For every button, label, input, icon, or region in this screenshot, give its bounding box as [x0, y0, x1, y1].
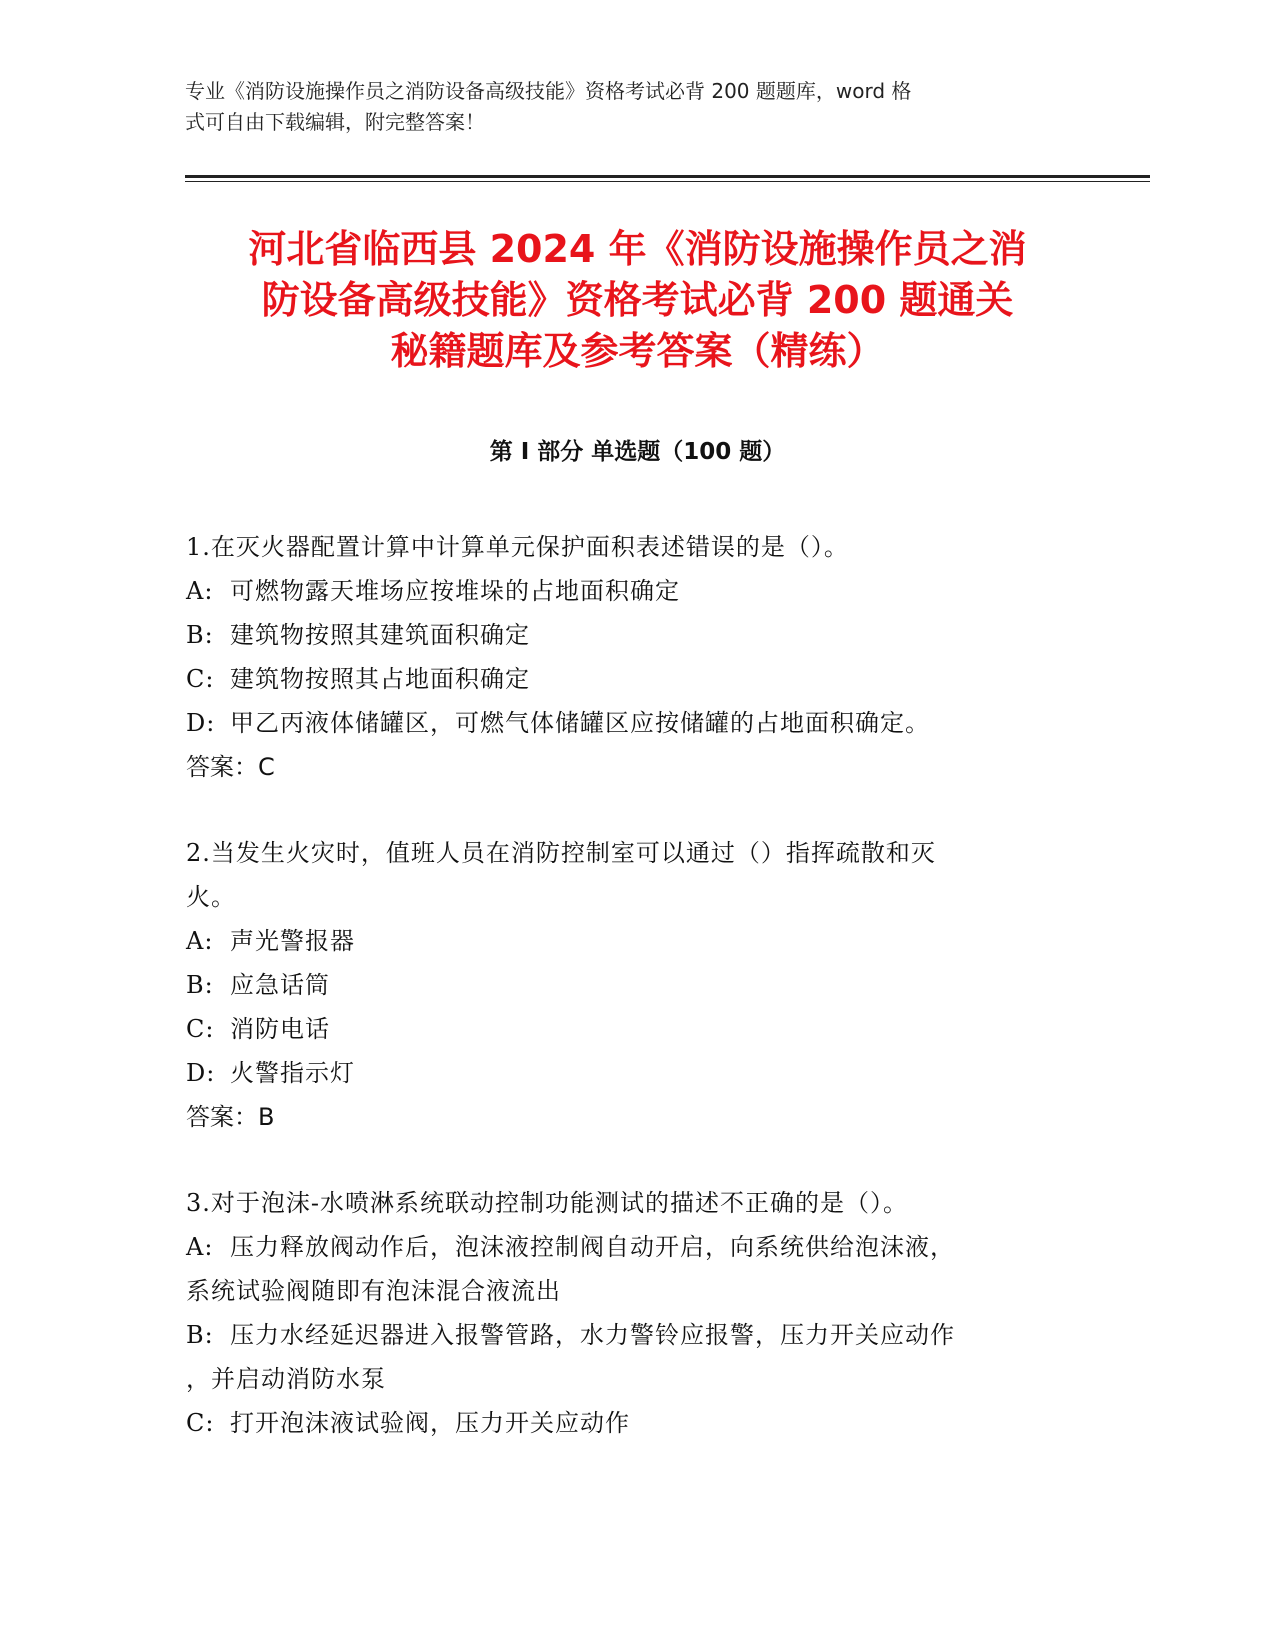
option-key: A:: [186, 577, 214, 605]
option-d: [186, 1051, 1066, 1095]
option-text: 声光警报器: [230, 927, 355, 955]
option-key: B:: [186, 971, 214, 999]
option-a-continued: 系统试验阀随即有泡沫混合液流出: [186, 1277, 561, 1305]
question-1: [186, 525, 1066, 789]
option-key: D:: [186, 1059, 216, 1087]
option-c: [186, 1401, 1066, 1445]
section-title: 第 I 部分 单选题（100 题）: [489, 439, 786, 465]
header-rule-thick: [185, 175, 1150, 178]
question-stem: 3.对于泡沫-水喷淋系统联动控制功能测试的描述不正确的是（）。: [186, 1189, 909, 1217]
option-key: A:: [186, 1233, 214, 1261]
option-c: [186, 1007, 1066, 1051]
option-key: C:: [186, 665, 215, 693]
option-text: 应急话筒: [230, 971, 330, 999]
option-key: A:: [186, 927, 214, 955]
document-title-line-2: 防设备高级技能》资格考试必背 200 题通关: [261, 278, 1014, 322]
document-title-line-1: 河北省临西县 2024 年《消防设施操作员之消: [248, 227, 1027, 271]
question-list: [186, 525, 1066, 1487]
header-note-line-1: 专业《消防设施操作员之消防设备高级技能》资格考试必背 200 题题库，word 格: [185, 79, 912, 103]
option-key: C:: [186, 1409, 215, 1437]
option-a: [186, 1225, 1066, 1269]
option-text: 压力水经延迟器进入报警管路，水力警铃应报警，压力开关应动作: [230, 1321, 955, 1349]
option-d: [186, 701, 1066, 745]
question-stem: 1.在灭火器配置计算中计算单元保护面积表述错误的是（）。: [186, 533, 849, 561]
question-stem: 2.当发生火灾时，值班人员在消防控制室可以通过（）指挥疏散和灭: [186, 839, 936, 867]
option-key: C:: [186, 1015, 215, 1043]
option-b-continued: ，并启动消防水泵: [186, 1365, 386, 1393]
option-text: 打开泡沫液试验阀，压力开关应动作: [230, 1409, 630, 1437]
question-2: [186, 831, 1066, 1139]
option-key: B:: [186, 621, 214, 649]
option-c: [186, 657, 1066, 701]
option-a: [186, 569, 1066, 613]
option-b: [186, 613, 1066, 657]
question-3: [186, 1181, 1066, 1445]
option-text: 压力释放阀动作后，泡沫液控制阀自动开启，向系统供给泡沫液，: [230, 1233, 955, 1261]
option-b: [186, 963, 1066, 1007]
header-rule-thin: [185, 181, 1150, 182]
option-text: 甲乙丙液体储罐区，可燃气体储罐区应按储罐的占地面积确定。: [230, 709, 930, 737]
option-key: B:: [186, 1321, 214, 1349]
option-text: 火警指示灯: [230, 1059, 355, 1087]
header-note-line-2: 式可自由下载编辑，附完整答案！: [185, 110, 485, 134]
document-title: [185, 224, 1090, 377]
answer-label: 答案：C: [186, 753, 275, 781]
header-note: [185, 76, 1065, 138]
answer-label: 答案：B: [186, 1103, 275, 1131]
option-text: 建筑物按照其建筑面积确定: [230, 621, 530, 649]
document-title-line-3: 秘籍题库及参考答案（精练）: [390, 329, 885, 373]
option-a: [186, 919, 1066, 963]
option-text: 消防电话: [230, 1015, 330, 1043]
option-key: D:: [186, 709, 216, 737]
option-b: [186, 1313, 1066, 1357]
question-stem-continued: 火。: [186, 883, 236, 911]
option-text: 可燃物露天堆场应按堆垛的占地面积确定: [230, 577, 680, 605]
option-text: 建筑物按照其占地面积确定: [230, 665, 530, 693]
